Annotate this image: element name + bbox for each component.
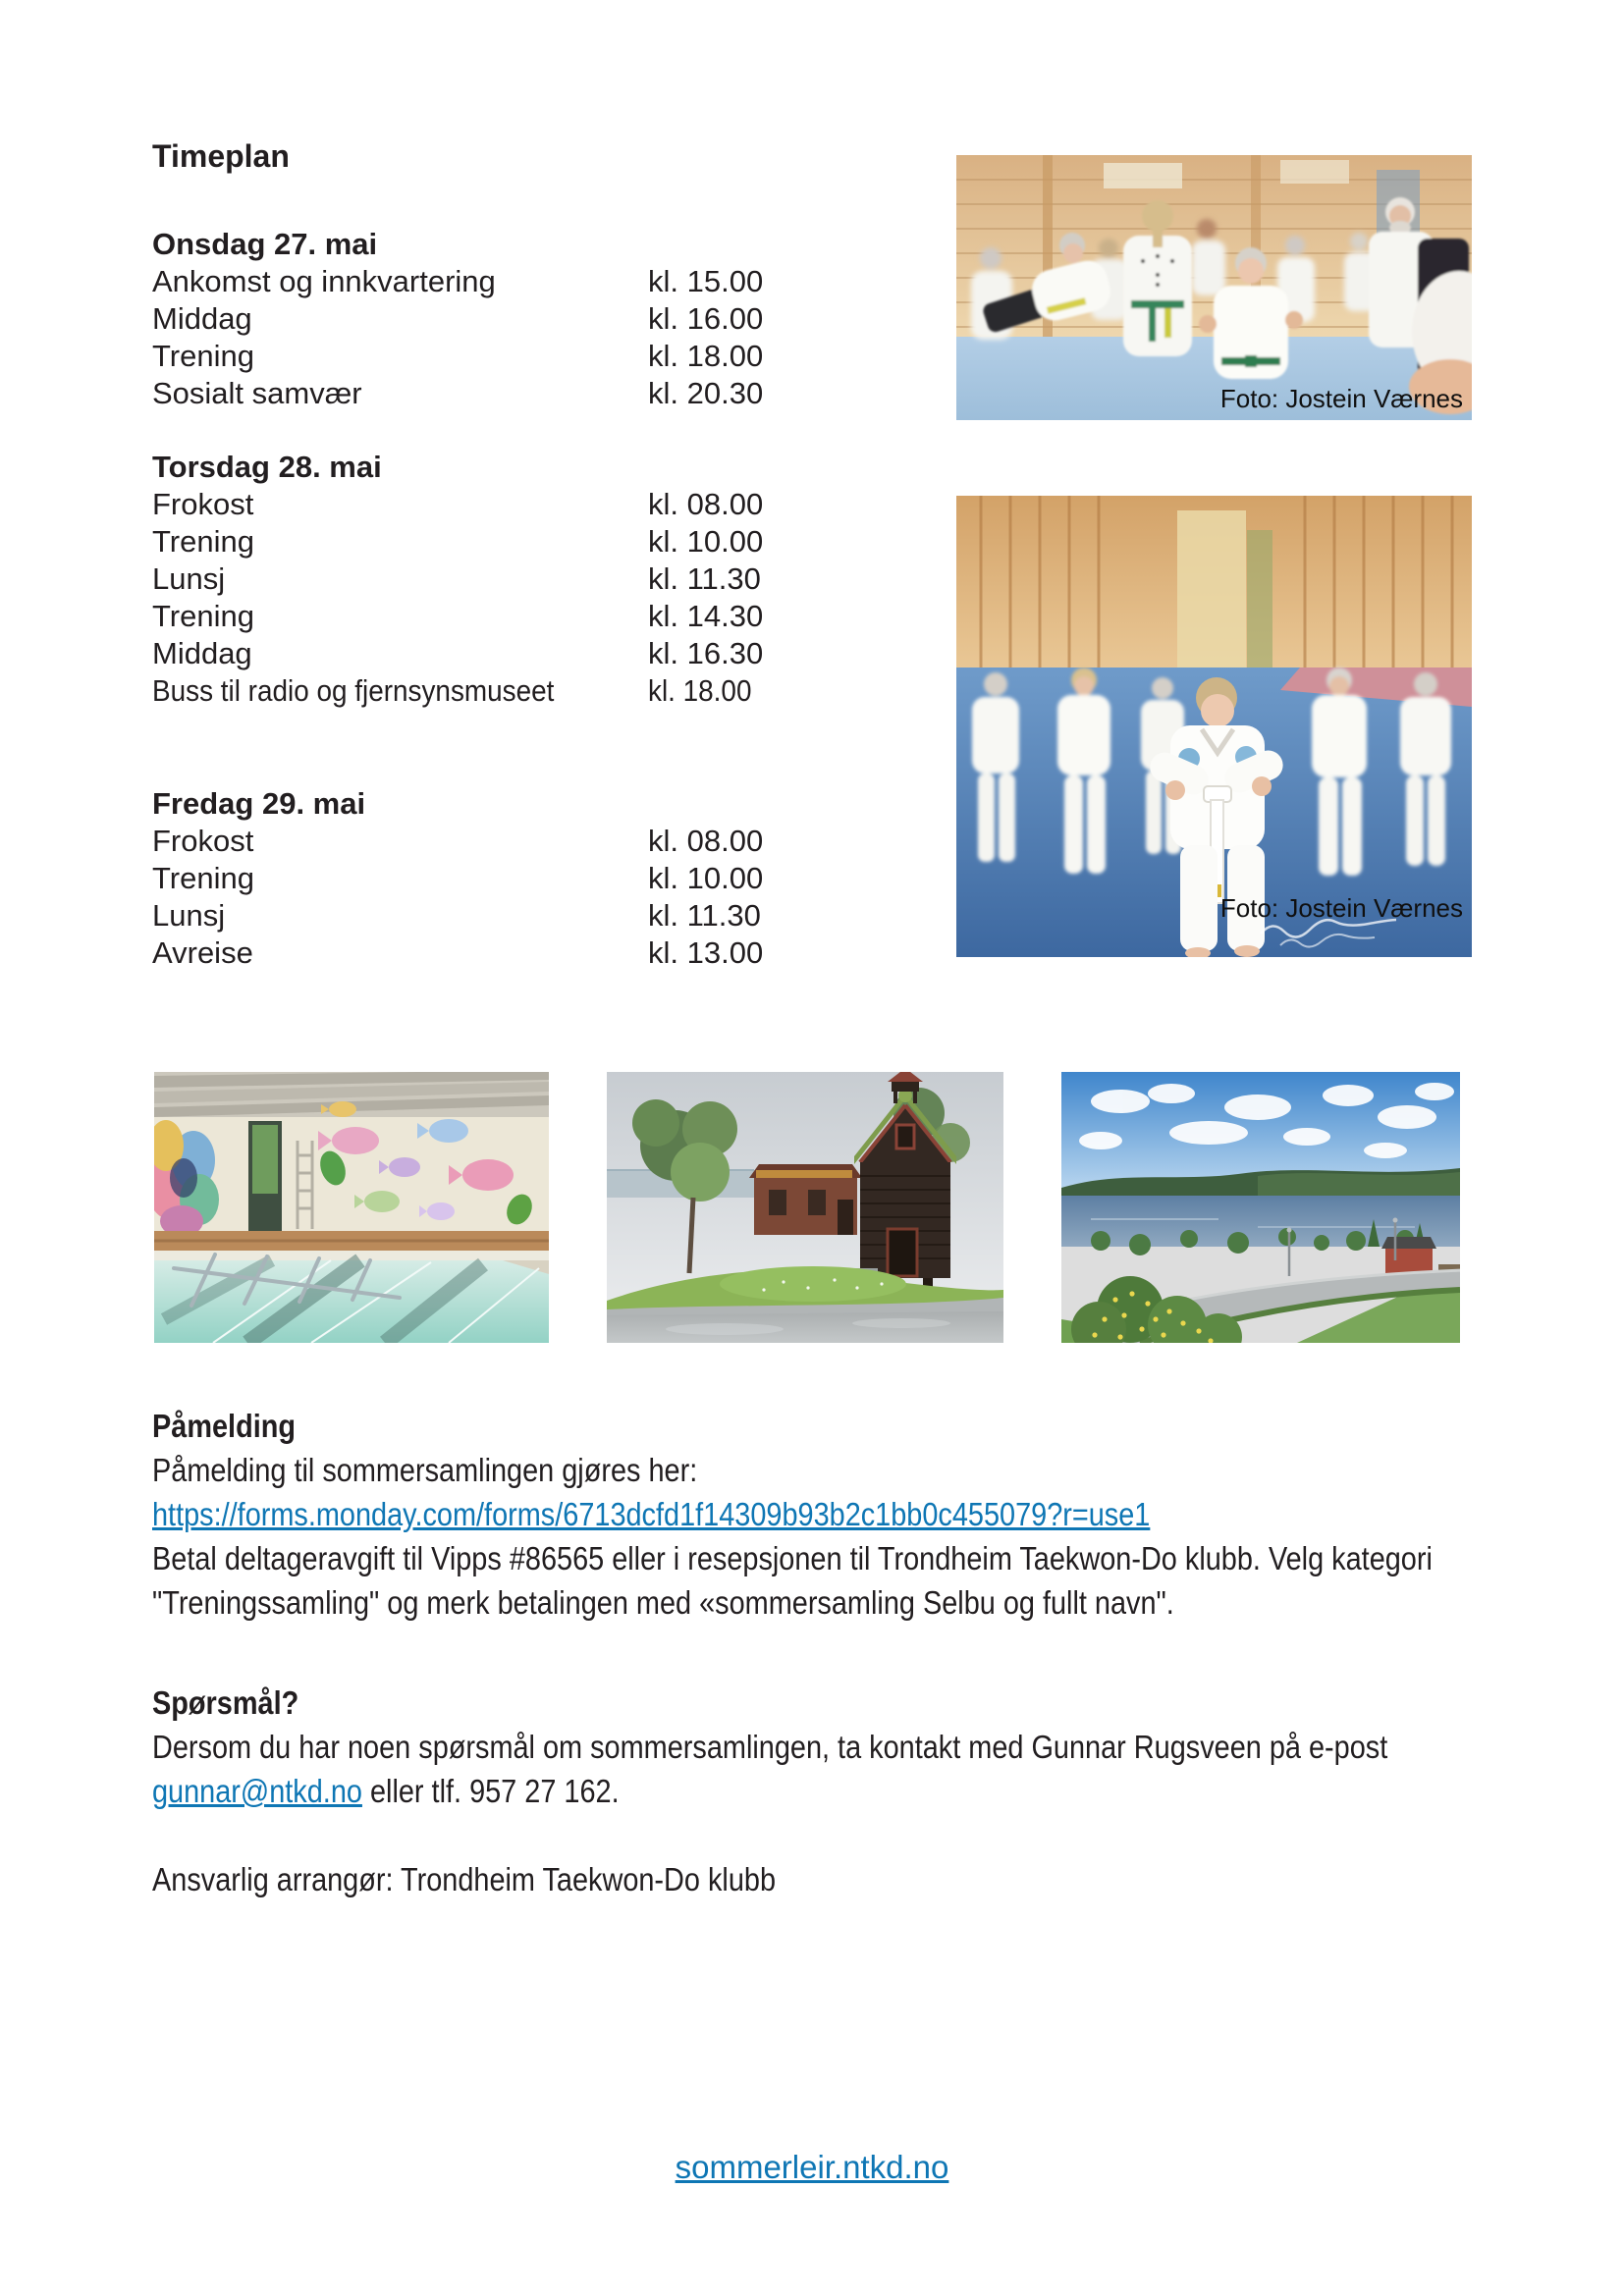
- photo-credit: Foto: Jostein Værnes: [1219, 384, 1463, 413]
- schedule-row: [152, 897, 898, 934]
- page-title: Timeplan: [152, 138, 290, 174]
- schedule-item-time: kl. 15.00: [648, 264, 764, 298]
- schedule-item-label: Avreise: [152, 935, 253, 970]
- schedule-item-time: kl. 11.30: [648, 898, 761, 933]
- schedule-item-time: kl. 14.30: [648, 599, 764, 633]
- contact-email-link[interactable]: gunnar@ntkd.no: [152, 1773, 362, 1809]
- taekwondo-training-illustration: [956, 155, 1472, 420]
- taekwondo-lineup-illustration: [956, 496, 1472, 957]
- schedule-item-label: Trening: [152, 339, 254, 373]
- schedule-item-label: Frokost: [152, 824, 254, 858]
- schedule-item-label: Trening: [152, 524, 254, 559]
- registration-intro: Påmelding til sommersamlingen gjøres her:: [152, 1452, 698, 1488]
- photo-lake-landscape: [1061, 1072, 1460, 1343]
- schedule-item-time: kl. 18.00: [648, 339, 764, 373]
- photo-taekwondo-training: [956, 155, 1472, 420]
- schedule-item-label: Frokost: [152, 487, 254, 521]
- schedule-item-time: kl. 08.00: [648, 487, 764, 521]
- day-heading: Torsdag 28. mai: [152, 450, 382, 484]
- schedule-item-time: kl. 10.00: [648, 524, 764, 559]
- schedule-row: [152, 635, 898, 672]
- swimming-pool-illustration: [154, 1072, 549, 1343]
- schedule-row: [152, 375, 898, 412]
- museum-building-illustration: [607, 1072, 1003, 1343]
- day-heading: Onsdag 27. mai: [152, 227, 378, 261]
- schedule-item-time: kl. 11.30: [648, 561, 761, 596]
- registration-form-link[interactable]: https://forms.monday.com/forms/6713dcfd1f14309b93b2c1bb0c455079?r=use1: [152, 1496, 1151, 1532]
- schedule-row-bus-trip: [152, 672, 898, 710]
- registration-section: [152, 1404, 1441, 1625]
- schedule-row: [152, 561, 898, 598]
- lake-landscape-illustration: [1061, 1072, 1460, 1343]
- photo-taekwondo-lineup: [956, 496, 1472, 957]
- questions-text: [152, 1725, 1441, 1813]
- schedule-item-label: Middag: [152, 636, 252, 670]
- schedule-row: [152, 338, 898, 375]
- schedule-day-wednesday: [152, 226, 898, 412]
- schedule-item-label: Lunsj: [152, 561, 226, 596]
- blank-line: [152, 1813, 1441, 1857]
- questions-section: [152, 1681, 1441, 1901]
- schedule-row: [152, 860, 898, 897]
- footer-site-link[interactable]: sommerleir.ntkd.no: [675, 2149, 949, 2185]
- schedule-row: [152, 486, 898, 523]
- page-footer: [0, 2148, 1624, 2187]
- schedule-item-label: Sosialt samvær: [152, 376, 362, 410]
- schedule-item-time: kl. 08.00: [648, 824, 764, 858]
- organizer-line: Ansvarlig arrangør: Trondheim Taekwon-Do klubb: [152, 1861, 777, 1897]
- questions-text-after: eller tlf. 957 27 162.: [361, 1773, 620, 1809]
- registration-payment-info: Betal deltageravgift til Vipps #86565 eller i resepsjonen til Trondheim Taekwon-Do klubb. Velg kategori "Treningssamling" og merk betalingen med «sommersamling Selbu og fullt navn".: [152, 1540, 1433, 1621]
- schedule-item-time: kl. 20.30: [648, 376, 764, 410]
- questions-heading: Spørsmål?: [152, 1684, 299, 1721]
- schedule-item-time: kl. 18.00: [648, 673, 752, 708]
- photo-museum-building: [607, 1072, 1003, 1343]
- schedule-row: [152, 300, 898, 338]
- schedule-item-label: Lunsj: [152, 898, 226, 933]
- schedule-item-time: kl. 10.00: [648, 861, 764, 895]
- schedule-row: [152, 934, 898, 972]
- schedule-day-friday: [152, 785, 898, 972]
- schedule-item-label: Trening: [152, 599, 254, 633]
- schedule-item-time: kl. 16.30: [648, 636, 764, 670]
- schedule-row: [152, 823, 898, 860]
- schedule-item-label: Trening: [152, 861, 254, 895]
- schedule-day-thursday: [152, 449, 898, 710]
- registration-heading: Påmelding: [152, 1408, 297, 1444]
- schedule-item-time: kl. 16.00: [648, 301, 764, 336]
- schedule-row: [152, 263, 898, 300]
- schedule-row: [152, 598, 898, 635]
- questions-text-before: Dersom du har noen spørsmål om sommersamlingen, ta kontakt med Gunnar Rugsveen på e-post: [152, 1729, 1388, 1765]
- photo-swimming-pool: [154, 1072, 549, 1343]
- schedule-item-label: Ankomst og innkvartering: [152, 264, 496, 298]
- schedule-item-time: kl. 13.00: [648, 935, 764, 970]
- schedule-item-label: Buss til radio og fjernsynsmuseet: [152, 673, 555, 708]
- schedule-row: [152, 523, 898, 561]
- photo-credit: Foto: Jostein Værnes: [1219, 893, 1463, 923]
- schedule-item-label: Middag: [152, 301, 252, 336]
- day-heading: Fredag 29. mai: [152, 786, 366, 821]
